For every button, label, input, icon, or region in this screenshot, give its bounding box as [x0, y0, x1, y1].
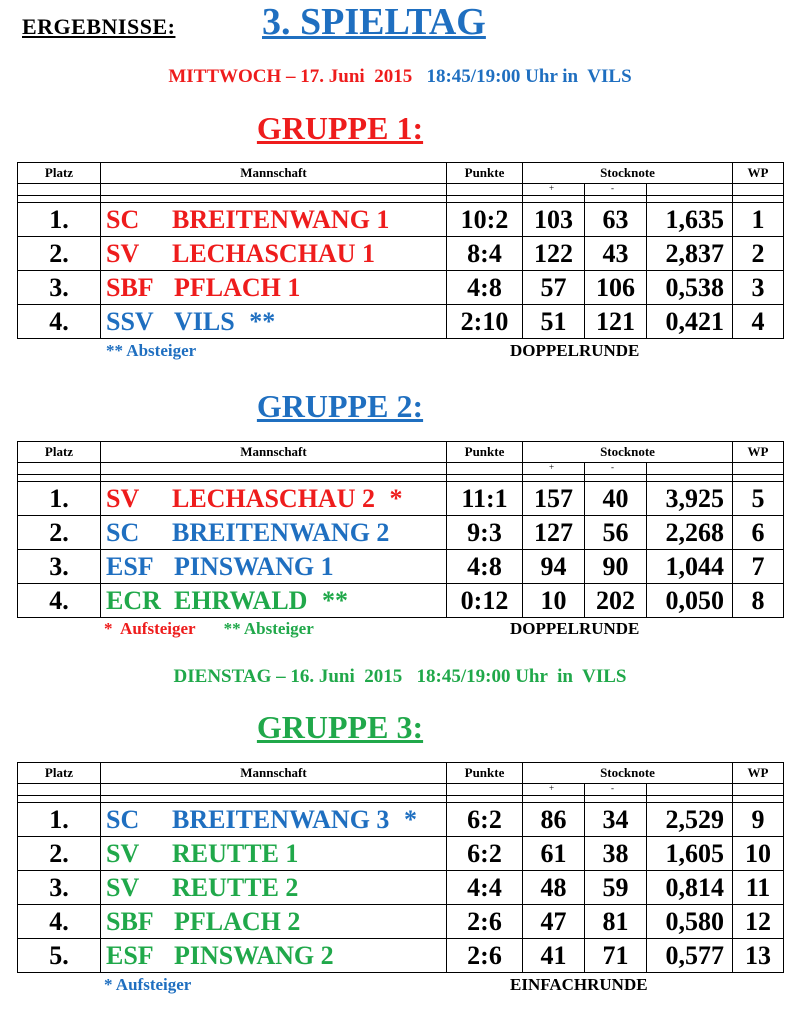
team-name: REUTTE 2 [172, 872, 299, 902]
table-subheader-row [18, 463, 784, 475]
wp-cell: 7 [733, 550, 784, 584]
subheader-minus [585, 463, 647, 475]
spacer-cell [101, 796, 447, 803]
group-1-title: GRUPPE 1: [256, 110, 424, 146]
col-header-wp: WP [733, 163, 784, 184]
team-name: PINSWANG 2 [174, 940, 334, 970]
stocknote-quote-cell: 3,925 [647, 482, 733, 516]
subheader-plus [523, 184, 585, 196]
spacer-cell [18, 475, 101, 482]
platz-cell: 4. [18, 305, 101, 339]
wp-cell: 10 [733, 837, 784, 871]
stocknote-plus-cell: 157 [523, 482, 585, 516]
stocknote-minus-cell: 121 [585, 305, 647, 339]
stocknote-minus-cell: 59 [585, 871, 647, 905]
table-row [18, 837, 784, 871]
table-row [18, 939, 784, 973]
wp-cell: 5 [733, 482, 784, 516]
wp-cell: 11 [733, 871, 784, 905]
plus-label: + [549, 462, 555, 472]
table-row [18, 803, 784, 837]
group-3-table [17, 762, 784, 973]
group-3-note-right: EINFACHRUNDE [510, 975, 648, 994]
team-cell [101, 305, 447, 339]
wp-cell: 2 [733, 237, 784, 271]
plus-label: + [549, 183, 555, 193]
col-header-stocknote: Stocknote [523, 763, 733, 784]
club-abbr: ESF [106, 940, 154, 970]
subheader-blank [101, 184, 447, 196]
spacer-cell [447, 196, 523, 203]
stocknote-minus-cell: 63 [585, 203, 647, 237]
minus-label: - [611, 462, 614, 472]
club-abbr: ECR [106, 585, 161, 615]
stocknote-minus-cell: 43 [585, 237, 647, 271]
note-item: * Aufsteiger [104, 975, 192, 994]
punkte-cell: 8:4 [447, 237, 523, 271]
stocknote-plus-cell: 86 [523, 803, 585, 837]
spacer-cell [647, 475, 733, 482]
punkte-cell: 0:12 [447, 584, 523, 618]
col-header-mannschaft: Mannschaft [101, 163, 447, 184]
col-header-punkte: Punkte [447, 442, 523, 463]
subheader-blank [733, 784, 784, 796]
stocknote-plus-cell: 122 [523, 237, 585, 271]
stocknote-minus-cell: 81 [585, 905, 647, 939]
stocknote-quote-cell: 1,635 [647, 203, 733, 237]
team-name: EHRWALD [174, 585, 308, 615]
subheader-blank [18, 784, 101, 796]
team-cell [101, 584, 447, 618]
stocknote-quote-cell: 0,050 [647, 584, 733, 618]
stocknote-plus-cell: 61 [523, 837, 585, 871]
punkte-cell: 4:8 [447, 550, 523, 584]
ergebnisse-heading: ERGEBNISSE: [22, 14, 176, 39]
col-header-mannschaft: Mannschaft [101, 442, 447, 463]
team-name: LECHASCHAU 2 [172, 483, 375, 513]
team-name: PINSWANG 1 [174, 551, 334, 581]
subheader-blank [18, 184, 101, 196]
team-cell [101, 550, 447, 584]
table-row [18, 305, 784, 339]
date-line-1-time: 18:45/19:00 Uhr in VILS [426, 66, 632, 87]
table-spacer-row [18, 196, 784, 203]
spacer-cell [585, 796, 647, 803]
platz-cell: 5. [18, 939, 101, 973]
stocknote-quote-cell: 2,268 [647, 516, 733, 550]
punkte-cell: 2:6 [447, 905, 523, 939]
table-row [18, 271, 784, 305]
stocknote-minus-cell: 40 [585, 482, 647, 516]
club-abbr: SC [106, 517, 140, 547]
platz-cell: 4. [18, 584, 101, 618]
punkte-cell: 2:10 [447, 305, 523, 339]
col-header-punkte: Punkte [447, 163, 523, 184]
col-header-punkte: Punkte [447, 763, 523, 784]
group-2-title: GRUPPE 2: [256, 388, 424, 424]
platz-cell: 3. [18, 871, 101, 905]
plus-label: + [549, 783, 555, 793]
club-abbr: SC [106, 204, 140, 234]
team-cell [101, 516, 447, 550]
table-subheader-row [18, 784, 784, 796]
date-line-2 [0, 666, 800, 688]
spacer-cell [733, 475, 784, 482]
minus-label: - [611, 183, 614, 193]
col-header-platz: Platz [18, 763, 101, 784]
team-name: PFLACH 1 [174, 272, 301, 302]
spacer-cell [18, 796, 101, 803]
col-header-wp: WP [733, 763, 784, 784]
spacer-cell [18, 196, 101, 203]
club-abbr: SC [106, 804, 140, 834]
stocknote-plus-cell: 51 [523, 305, 585, 339]
page-header [0, 0, 800, 45]
note-item: ** Absteiger [223, 619, 314, 638]
subheader-blank [647, 184, 733, 196]
subheader-blank [101, 463, 447, 475]
team-name: LECHASCHAU 1 [172, 238, 375, 268]
spacer-cell [101, 196, 447, 203]
team-cell [101, 837, 447, 871]
stocknote-minus-cell: 90 [585, 550, 647, 584]
wp-cell: 8 [733, 584, 784, 618]
club-abbr: SV [106, 872, 140, 902]
col-header-platz: Platz [18, 163, 101, 184]
minus-label: - [611, 783, 614, 793]
spacer-cell [585, 475, 647, 482]
spacer-cell [523, 475, 585, 482]
team-mark: ** [249, 306, 276, 336]
table-row [18, 871, 784, 905]
group-3-title: GRUPPE 3: [256, 709, 424, 745]
platz-cell: 2. [18, 237, 101, 271]
stocknote-quote-cell: 1,605 [647, 837, 733, 871]
team-cell [101, 271, 447, 305]
group-3-note-left [104, 975, 191, 995]
date-line-2-text: DIENSTAG – 16. Juni 2015 18:45/19:00 Uhr in VILS [173, 666, 627, 687]
club-abbr: SV [106, 838, 140, 868]
spacer-cell [733, 196, 784, 203]
punkte-cell: 2:6 [447, 939, 523, 973]
platz-cell: 1. [18, 803, 101, 837]
stocknote-plus-cell: 41 [523, 939, 585, 973]
stocknote-minus-cell: 56 [585, 516, 647, 550]
spacer-cell [733, 796, 784, 803]
stocknote-plus-cell: 57 [523, 271, 585, 305]
team-mark: * [389, 483, 403, 513]
stocknote-quote-cell: 0,814 [647, 871, 733, 905]
stocknote-plus-cell: 10 [523, 584, 585, 618]
club-abbr: SBF [106, 272, 154, 302]
team-mark: * [403, 804, 417, 834]
club-abbr: SSV [106, 306, 154, 336]
subheader-minus [585, 184, 647, 196]
team-name: PFLACH 2 [174, 906, 301, 936]
subheader-plus [523, 784, 585, 796]
platz-cell: 1. [18, 203, 101, 237]
table-spacer-row [18, 475, 784, 482]
stocknote-quote-cell: 1,044 [647, 550, 733, 584]
subheader-blank [733, 184, 784, 196]
team-cell [101, 237, 447, 271]
subheader-blank [647, 463, 733, 475]
group-2-note-right: DOPPELRUNDE [510, 619, 640, 638]
table-header-row [18, 763, 784, 784]
table-row [18, 516, 784, 550]
club-abbr: SBF [106, 906, 154, 936]
spacer-cell [647, 796, 733, 803]
col-header-stocknote: Stocknote [523, 442, 733, 463]
stocknote-minus-cell: 71 [585, 939, 647, 973]
spacer-cell [585, 196, 647, 203]
team-name: VILS [174, 306, 235, 336]
wp-cell: 13 [733, 939, 784, 973]
stocknote-plus-cell: 127 [523, 516, 585, 550]
subheader-plus [523, 463, 585, 475]
team-cell [101, 203, 447, 237]
stocknote-plus-cell: 94 [523, 550, 585, 584]
stocknote-quote-cell: 0,538 [647, 271, 733, 305]
platz-cell: 2. [18, 837, 101, 871]
wp-cell: 1 [733, 203, 784, 237]
group-2-table [17, 441, 784, 618]
platz-cell: 4. [18, 905, 101, 939]
date-line-1-day: MITTWOCH – 17. Juni 2015 [168, 66, 413, 87]
wp-cell: 4 [733, 305, 784, 339]
table-header-row [18, 163, 784, 184]
punkte-cell: 9:3 [447, 516, 523, 550]
spacer-cell [101, 475, 447, 482]
wp-cell: 6 [733, 516, 784, 550]
team-cell [101, 482, 447, 516]
wp-cell: 3 [733, 271, 784, 305]
spacer-cell [447, 796, 523, 803]
table-row [18, 237, 784, 271]
punkte-cell: 10:2 [447, 203, 523, 237]
col-header-platz: Platz [18, 442, 101, 463]
subheader-blank [447, 463, 523, 475]
platz-cell: 3. [18, 550, 101, 584]
subheader-blank [647, 784, 733, 796]
spacer-cell [447, 475, 523, 482]
punkte-cell: 11:1 [447, 482, 523, 516]
table-subheader-row [18, 184, 784, 196]
team-name: BREITENWANG 1 [172, 204, 390, 234]
group-1-note-left [106, 341, 196, 361]
subheader-blank [733, 463, 784, 475]
wp-cell: 12 [733, 905, 784, 939]
stocknote-quote-cell: 2,529 [647, 803, 733, 837]
subheader-minus [585, 784, 647, 796]
punkte-cell: 6:2 [447, 837, 523, 871]
col-header-wp: WP [733, 442, 784, 463]
stocknote-plus-cell: 48 [523, 871, 585, 905]
subheader-blank [447, 784, 523, 796]
stocknote-minus-cell: 38 [585, 837, 647, 871]
subheader-blank [18, 463, 101, 475]
table-row [18, 482, 784, 516]
col-header-stocknote: Stocknote [523, 163, 733, 184]
team-mark: ** [321, 585, 348, 615]
group-1-table [17, 162, 784, 339]
stocknote-quote-cell: 0,577 [647, 939, 733, 973]
date-line-1 [0, 66, 800, 88]
table-spacer-row [18, 796, 784, 803]
club-abbr: SV [106, 238, 140, 268]
team-cell [101, 871, 447, 905]
team-cell [101, 803, 447, 837]
stocknote-minus-cell: 34 [585, 803, 647, 837]
col-header-mannschaft: Mannschaft [101, 763, 447, 784]
punkte-cell: 4:4 [447, 871, 523, 905]
wp-cell: 9 [733, 803, 784, 837]
spacer-cell [647, 196, 733, 203]
stocknote-quote-cell: 2,837 [647, 237, 733, 271]
club-abbr: SV [106, 483, 140, 513]
stocknote-quote-cell: 0,580 [647, 905, 733, 939]
group-1-note-right: DOPPELRUNDE [510, 341, 640, 360]
platz-cell: 1. [18, 482, 101, 516]
stocknote-plus-cell: 103 [523, 203, 585, 237]
club-abbr: ESF [106, 551, 154, 581]
stocknote-quote-cell: 0,421 [647, 305, 733, 339]
team-cell [101, 939, 447, 973]
stocknote-minus-cell: 106 [585, 271, 647, 305]
punkte-cell: 4:8 [447, 271, 523, 305]
note-item: ** Absteiger [106, 341, 197, 360]
group-2-note-left [104, 619, 314, 639]
team-name: REUTTE 1 [172, 838, 299, 868]
platz-cell: 3. [18, 271, 101, 305]
table-header-row [18, 442, 784, 463]
punkte-cell: 6:2 [447, 803, 523, 837]
team-name: BREITENWANG 2 [172, 517, 390, 547]
platz-cell: 2. [18, 516, 101, 550]
note-item: * Aufsteiger [104, 619, 196, 638]
team-name: BREITENWANG 3 [172, 804, 390, 834]
table-row [18, 905, 784, 939]
subheader-blank [447, 184, 523, 196]
spacer-cell [523, 196, 585, 203]
stocknote-plus-cell: 47 [523, 905, 585, 939]
team-cell [101, 905, 447, 939]
table-row [18, 203, 784, 237]
stocknote-minus-cell: 202 [585, 584, 647, 618]
table-row [18, 584, 784, 618]
table-row [18, 550, 784, 584]
spieltag-title: 3. SPIELTAG [262, 1, 486, 43]
spacer-cell [523, 796, 585, 803]
subheader-blank [101, 784, 447, 796]
